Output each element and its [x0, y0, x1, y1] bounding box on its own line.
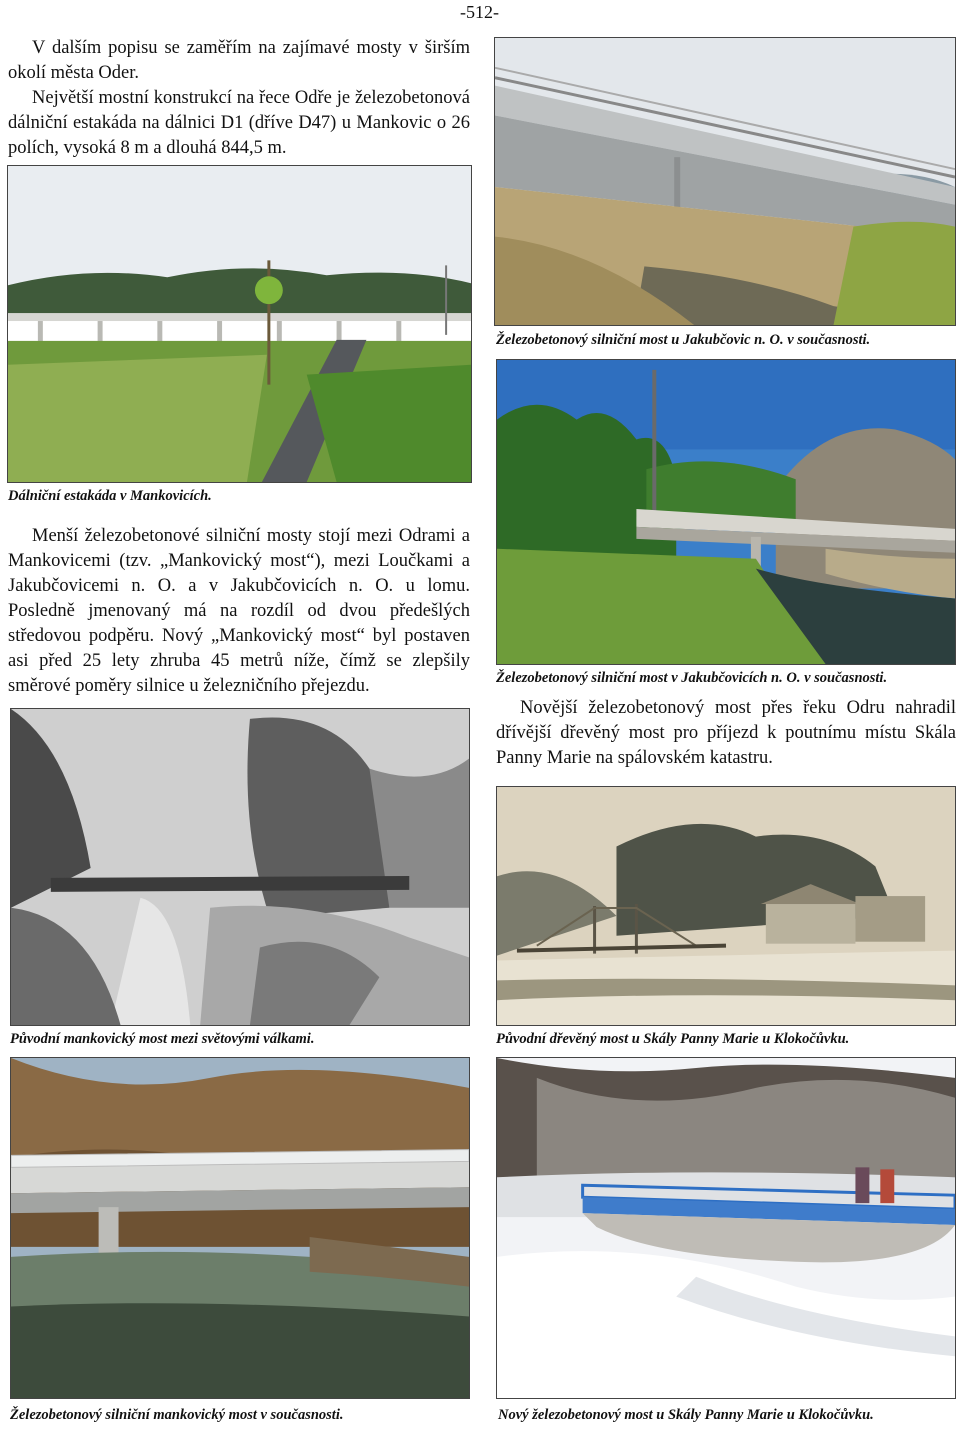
middle-text	[8, 524, 470, 699]
photo-mankovice-now	[10, 1057, 470, 1399]
paragraph-intro: V dalším popisu se zaměřím na zajímavé mosty v širším okolí města Oder.	[8, 38, 470, 83]
caption-mankovice-old: Původní mankovický most mezi světovými válkami.	[10, 1031, 315, 1047]
paragraph-skala: Novější železobetonový most přes řeku Odru nahradil dřívější dřevěný most pro příjezd k poutnímu místu Skála Panny Marie na spálovském katastru.	[496, 698, 956, 768]
caption-skala-new: Nový železobetonový most u Skály Panny Marie u Klokočůvku.	[498, 1407, 874, 1423]
caption-estakada: Dálniční estakáda v Mankovicích.	[8, 488, 212, 504]
photo-skala-old	[496, 786, 956, 1026]
photo-jakubcovice-now	[494, 37, 956, 326]
photo-skala-new	[496, 1057, 956, 1399]
paragraph-mensi-mosty: Menší železobetonové silniční mosty stojí mezi Odrami a Mankovicemi (tzv. „Mankovický most“), mezi Loučkami a Jakubčovicemi n. O. a v Jakubčovicích n. O. u lomu. Posledně jmenovaný má na rozdíl od dvou předešlých středovou podpěru. Nový „Mankovický most“ byl postaven asi před 25 lety zhruba 45 metrů níže, čímž se zlepšily směrové poměry silnice u železničního přejezdu.	[8, 526, 470, 696]
caption-jakubcovice-lom: Železobetonový silniční most v Jakubčovicích n. O. v současnosti.	[496, 670, 888, 686]
intro-text	[8, 36, 470, 161]
photo-jakubcovice-lom	[496, 359, 956, 665]
page-number: -512-	[460, 2, 499, 22]
caption-mankovice-now: Železobetonový silniční mankovický most v současnosti.	[10, 1407, 344, 1423]
photo-mankovice-old	[10, 708, 470, 1026]
photo-estakada	[7, 165, 472, 483]
right-text	[496, 696, 956, 771]
caption-skala-old: Původní dřevěný most u Skály Panny Marie u Klokočůvku.	[496, 1031, 850, 1047]
caption-jakubcovice-now: Železobetonový silniční most u Jakubčovic n. O. v současnosti.	[496, 332, 871, 348]
paragraph-estakada: Největší mostní konstrukcí na řece Odře je železobetonová dálniční estakáda na dálnici D1 (dříve D47) u Mankovic o 26 polích, vysoká 8 m a dlouhá 844,5 m.	[8, 88, 470, 158]
